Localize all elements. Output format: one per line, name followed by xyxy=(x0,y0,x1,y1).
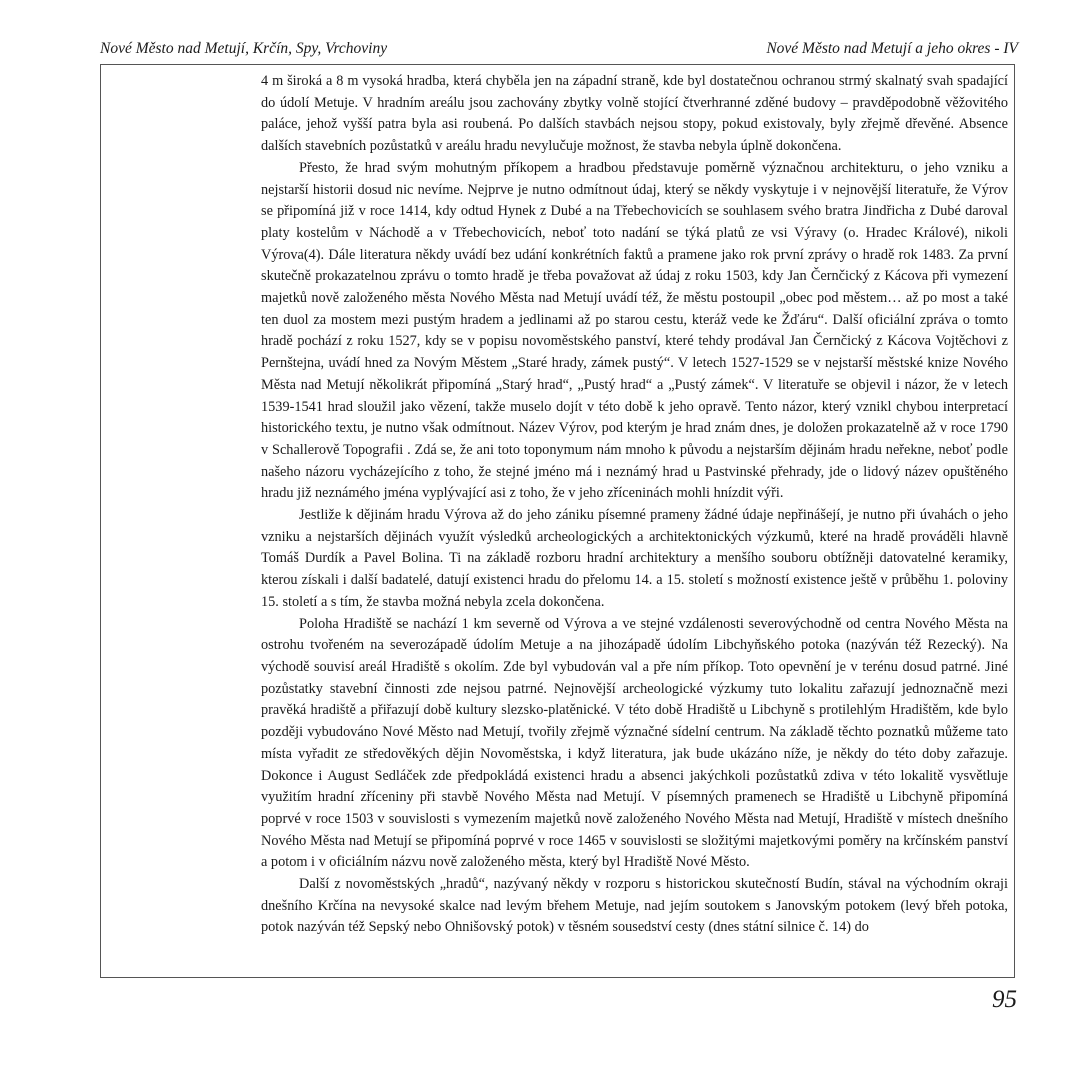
paragraph-4: Poloha Hradiště se nachází 1 km severně od Výrova a ve stejné vzdálenosti severovýchodně od centra Nového Města na ostrohu tvořeném na severozápadě údolím Metuje a na jihozápadě údolím Libchyňského potoka (nazýván též Rezecký). Na východě souvisí areál Hradiště s okolím. Zde byl vybudován val a pře ním příkop. Toto opevnění je v terénu dosud patrné. Jiné pozůstatky stavební činnosti zde nejsou patrné. Nejnovější archeologické výzkumy tuto lokalitu zařazují jednoznačně mezi pravěká hradiště a přiřazují době kultury slezsko-platěnické. V této době Hradiště u Libchyně s protilehlým Hradištěm, kde bylo později vybudováno Nové Město nad Metují, tvořily zřejmě význačné sídelní centrum. Na základě těchto poznatků můžeme tato místa vyřadit ze středověkých dějin Novoměstska, i když literatura, jak bude ukázáno níže, je někdy do této doby zařazuje. Dokonce i August Sedláček zde předpokládá existenci hradu a absenci jakýchkoli pozůstatků zdiva v této lokalitě vysvětluje využitím hradní zříceniny při stavbě Nového Města nad Metují. V písemných pramenech se Hradiště u Libchyně připomíná poprvé v roce 1503 v souvislosti s vymezením majetků nově založeného Nového Města nad Metují, Hradiště v místech dnešního Nového Města nad Metují se připomíná poprvé v roce 1465 v souvislosti se složitými majetkovými poměry na krčínském panství a potom i v oficiálním názvu nově založeného města, který byl Hradiště Nové Město. xyxy=(261,615,1008,871)
running-header xyxy=(100,38,1018,60)
header-left-title: Nové Město nad Metují, Krčín, Spy, Vrchoviny xyxy=(100,40,388,57)
paragraph-5: Další z novoměstských „hradů“, nazývaný někdy v rozporu s historickou skutečností Budín, stával na východním okraji dnešního Krčína na nevysoké skalce nad levým břehem Metuje, nad jejím soutokem s Janovským potokem (levý břeh potoka, potok nazýván též Sepský nebo Ohnišovský potok) v těsném sousedství cesty (dnes státní silnice č. 14) do xyxy=(261,876,1008,936)
page-number: 95 xyxy=(992,986,1017,1013)
paragraph-1: 4 m široká a 8 m vysoká hradba, která chyběla jen na západní straně, kde byl dostatečnou ochranou strmý skalnatý svah spadající do údolí Metuje. V hradním areálu jsou zachovány zbytky volně stojící čtverhranné zděné budovy – pravděpodobně věžovitého paláce, jehož vyšší patra byla asi roubená. Po dalších stavbách nejsou stopy, pokud existovaly, byly zřejmě dřevěné. Absence dalších stavebních pozůstatků v areálu hradu nevylučuje možnost, že stavba nebyla úplně dokončena. xyxy=(261,73,1008,155)
paragraph-3: Jestliže k dějinám hradu Výrova až do jeho zániku písemné prameny žádné údaje nepřinášejí, je nutno při úvahách o jeho vzniku a nejstarších dějinách využít výsledků archeologických a architektonických výzkumů, které na hradě prováděli hlavně Tomáš Durdík a Pavel Bolina. Ti na základě rozboru hradní architektury a menšího souboru obtížněji datovatelné keramiky, kterou získali i další badatelé, datují existenci hradu do přelomu 14. a 15. století s možností existence ještě v průběhu 1. poloviny 15. století a s tím, že stavba možná nebyla zcela dokončena. xyxy=(261,507,1008,610)
body-text xyxy=(261,71,1008,971)
paragraph-2: Přesto, že hrad svým mohutným příkopem a hradbou představuje poměrně význačnou architekturu, o jeho vzniku a nejstarší historii dosud nic nevíme. Nejprve je nutno odmítnout údaj, který se někdy vyskytuje i v nejnovější literatuře, že Výrov se připomíná již v roce 1414, kdy odtud Hynek z Dubé a na Třebechovicích se souhlasem svého bratra Jindřicha z Dubé daroval platy kostelům v Náchodě a v Třebechovicích, neboť toto nadání se týká platů ze vsi Výravy (o. Hradec Králové), nikoli Výrova(4). Dále literatura někdy uvádí bez udání konkrétních faktů a pramene jako rok první zprávy o hradě rok 1483. Za první skutečně prokazatelnou zprávu o tomto hradě je třeba považovat až údaj z roku 1503, kdy Jan Černčický z Kácova při vymezení majetků nově založeného města Nového Města nad Metují uvádí též, že městu postoupil „obec pod městem… až po most a také ten duol za mostem mezi pustým hradem a jedlinami až po starou cestu, kteráž vede ke Žďáru“. Další oficiální zpráva o tomto hradě pochází z roku 1527, kdy se v popisu novoměstského panství, které tehdy prodával Jan Černčický z Kácova Vojtěchovi z Pernštejna, uvádí hned za Novým Městem „Staré hrady, zámek pustý“. V letech 1527-1529 se v nejstarší městské knize Nového Města nad Metují několikrát připomíná „Starý hrad“, „Pustý hrad“ a „Pustý zámek“. V literatuře se objevil i názor, že v letech 1539-1541 hrad sloužil jako vězení, takže muselo dojít v této době k jeho opravě. Tento názor, který vznikl chybou interpretací historického textu, je nutno však odmítnout. Název Výrov, pod kterým je hrad znám dnes, je doložen prokazatelně až v roce 1790 v Schallerově Topografii . Zdá se, že ani toto toponymum nám mnoho k původu a nejstarším dějinám hradu neřekne, neboť podle našeho názoru vycházejícího z toho, že stejné jméno má i neznámý hrad u Pastvinské přehrady, jde o lidový název opuštěného hradu již neznámého jména vyplývající asi z toho, že v jeho zříceninách mohli hnízdit výři. xyxy=(261,159,1008,502)
header-right-title: Nové Město nad Metují a jeho okres - IV xyxy=(766,40,1018,57)
